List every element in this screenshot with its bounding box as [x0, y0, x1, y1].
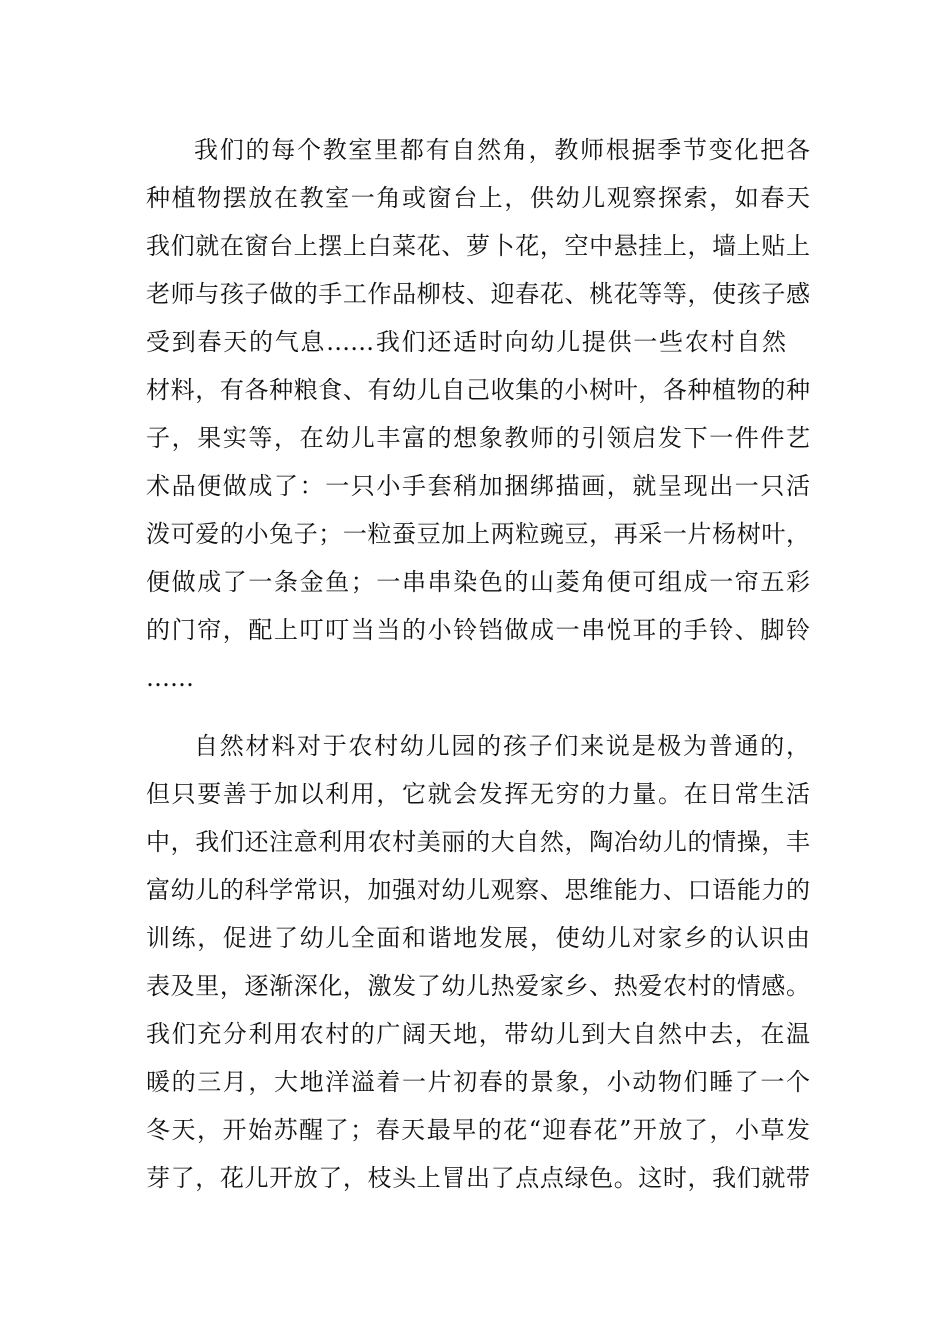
- text-line: 中，我们还注意利用农村美丽的大自然，陶冶幼儿的情操，丰: [146, 828, 810, 856]
- text-line: 富幼儿的科学常识，加强对幼儿观察、思维能力、口语能力的: [146, 876, 810, 904]
- text-line: 表及里，逐渐深化，激发了幼儿热爱家乡、热爱农村的情感。: [146, 972, 810, 1000]
- text-line: 我们充分利用农村的广阔天地，带幼儿到大自然中去，在温: [146, 1020, 810, 1048]
- text-line: 训练，促进了幼儿全面和谐地发展，使幼儿对家乡的认识由: [146, 924, 810, 952]
- text-line: 芽了，花儿开放了，枝头上冒出了点点绿色。这时，我们就带: [146, 1164, 810, 1192]
- text-line: ……: [146, 664, 194, 692]
- text-line: 种植物摆放在教室一角或窗台上，供幼儿观察探索，如春天: [146, 184, 810, 212]
- text-line: 子，果实等，在幼儿丰富的想象教师的引领启发下一件件艺: [146, 424, 810, 452]
- text-line: 我们就在窗台上摆上白菜花、萝卜花，空中悬挂上，墙上贴上: [146, 232, 810, 260]
- text-line: 受到春天的气息……我们还适时向幼儿提供一些农村自然: [146, 328, 786, 356]
- text-line: 便做成了一条金鱼；一串串染色的山菱角便可组成一帘五彩: [146, 568, 810, 596]
- text-line: 暖的三月，大地洋溢着一片初春的景象，小动物们睡了一个: [146, 1068, 810, 1096]
- text-line: 老师与孩子做的手工作品柳枝、迎春花、桃花等等，使孩子感: [146, 280, 810, 308]
- text-line: 我们的每个教室里都有自然角，教师根据季节变化把各: [194, 136, 810, 164]
- text-line: 但只要善于加以利用，它就会发挥无穷的力量。在日常生活: [146, 780, 810, 808]
- text-line: 的门帘，配上叮叮当当的小铃铛做成一串悦耳的手铃、脚铃: [146, 616, 810, 644]
- text-line: 自然材料对于农村幼儿园的孩子们来说是极为普通的，: [194, 732, 810, 760]
- text-line: 冬天，开始苏醒了；春天最早的花“迎春花”开放了，小草发: [146, 1116, 810, 1144]
- text-line: 术品便做成了：一只小手套稍加捆绑描画，就呈现出一只活: [146, 472, 810, 500]
- text-line: 泼可爱的小兔子；一粒蚕豆加上两粒豌豆，再采一片杨树叶，: [146, 520, 810, 548]
- text-line: 材料，有各种粮食、有幼儿自己收集的小树叶，各种植物的种: [146, 376, 810, 404]
